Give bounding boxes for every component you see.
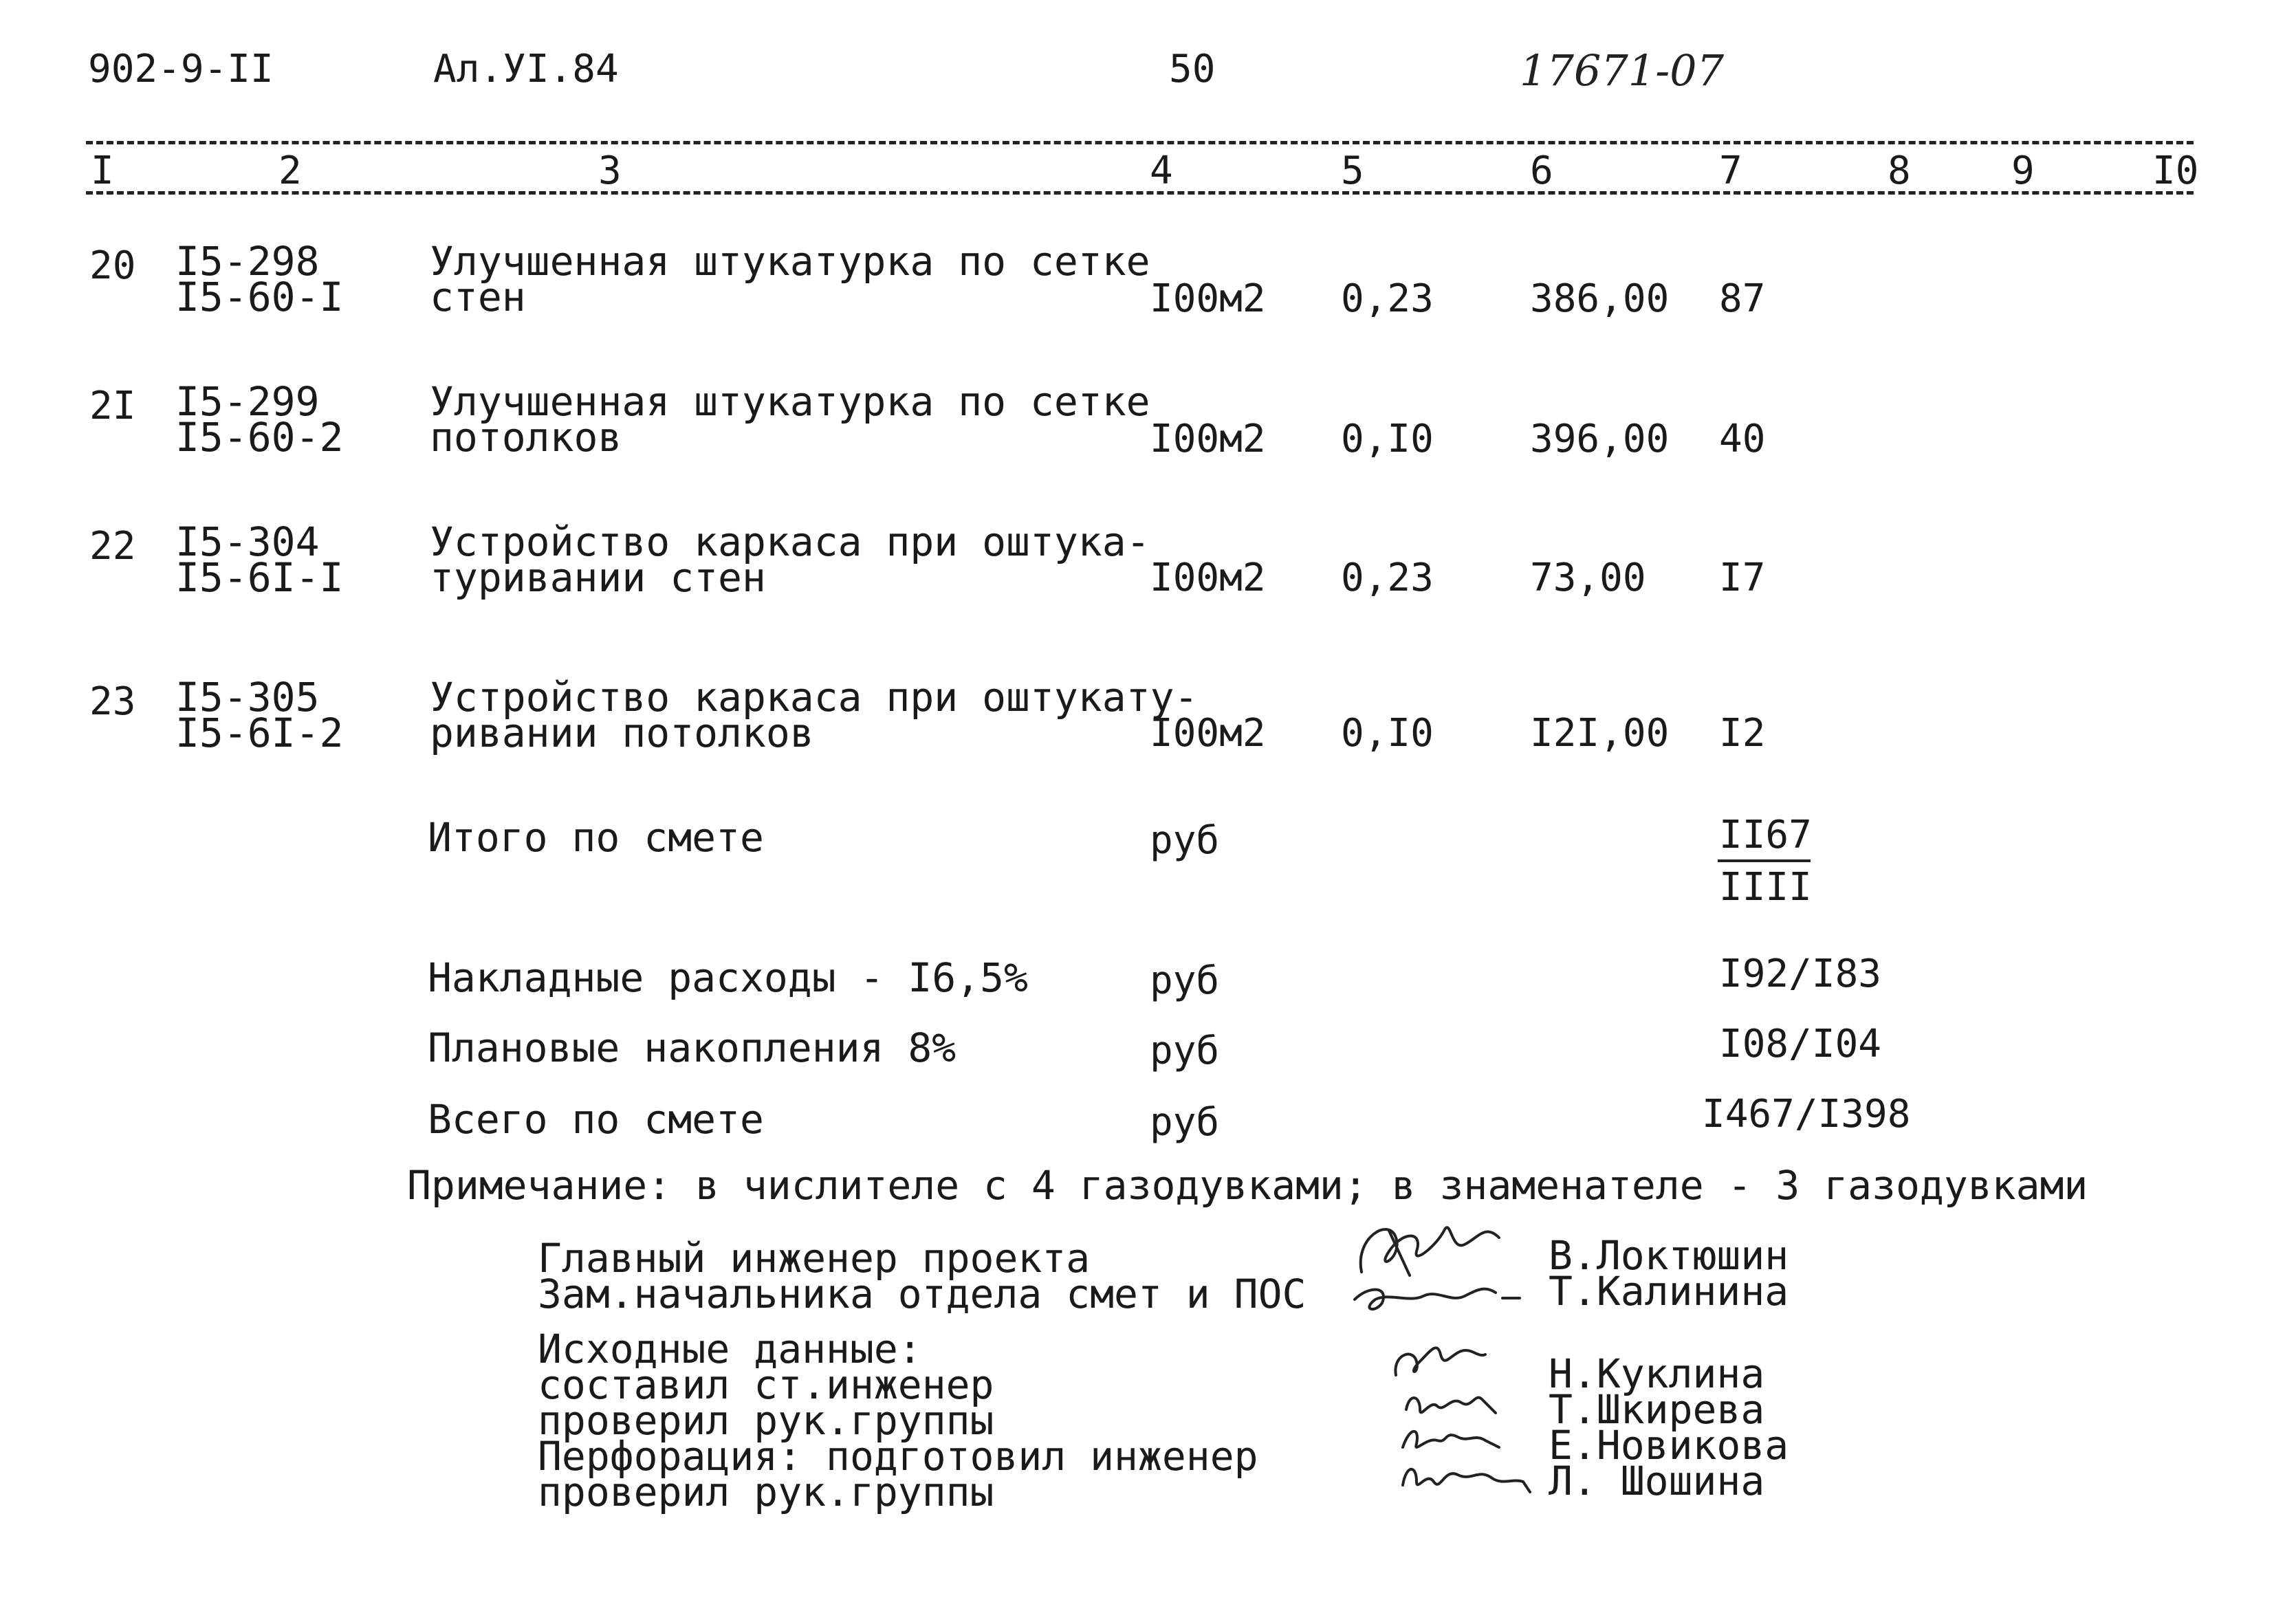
row-quantity: 0,23 — [1341, 556, 1434, 600]
row-price: 73,00 — [1530, 556, 1646, 600]
savings-label: Плановые накопления 8% — [428, 1024, 956, 1071]
prep-name-3: Е.Новикова — [1549, 1422, 1789, 1469]
prep-role-5: проверил рук.группы — [538, 1469, 994, 1515]
ruler-bottom-line — [86, 191, 2194, 195]
overhead-unit: руб — [1150, 958, 1220, 1003]
row-name-line1: Устройство каркаса при оштука- — [430, 518, 1150, 565]
row-name-line1: Улучшенная штукатурка по сетке — [430, 238, 1150, 285]
col-num-6: 6 — [1530, 149, 1553, 193]
row-code-primary: I5-298 — [175, 238, 320, 285]
signature-6 — [1396, 1451, 1533, 1499]
row-number: 22 — [89, 524, 136, 569]
savings-unit: руб — [1150, 1029, 1220, 1073]
row-quantity: 0,I0 — [1341, 711, 1434, 756]
prep-name-2: Т.Шкирева — [1549, 1386, 1765, 1433]
itogo-numerator: II67 — [1719, 813, 1812, 857]
row-name-line1: Устройство каркаса при оштукату- — [430, 674, 1199, 721]
row-code-primary: I5-305 — [175, 674, 320, 721]
prep-role-4: Перфорация: подготовил инженер — [538, 1433, 1258, 1480]
series-code: 902-9-II — [88, 47, 274, 91]
page-number: 50 — [1169, 47, 1216, 91]
row-code-secondary: I5-6I-I — [175, 554, 344, 601]
row-code-primary: I5-304 — [175, 518, 320, 565]
role-chief-engineer: Главный инженер проекта — [538, 1235, 1091, 1282]
row-number: 23 — [89, 679, 136, 724]
row-price: 386,00 — [1530, 276, 1670, 321]
row-number: 20 — [89, 243, 136, 288]
name-chief-engineer: В.Локтюшин — [1549, 1232, 1789, 1279]
overhead-value: I92/I83 — [1719, 952, 1882, 996]
col-num-4: 4 — [1150, 149, 1173, 193]
overhead-label: Накладные расходы - I6,5% — [428, 954, 1028, 1001]
col-num-8: 8 — [1888, 149, 1911, 193]
itogo-denominator: IIII — [1719, 865, 1812, 910]
col-num-3: 3 — [598, 149, 622, 193]
row-name-line2: стен — [430, 274, 526, 320]
row-unit: I00м2 — [1150, 276, 1266, 321]
col-num-10: I0 — [2152, 149, 2199, 193]
signature-2 — [1348, 1272, 1527, 1320]
col-num-2: 2 — [278, 149, 302, 193]
grand-total-label: Всего по смете — [428, 1096, 764, 1143]
row-price: 396,00 — [1530, 417, 1670, 461]
row-name-line1: Улучшенная штукатурка по сетке — [430, 378, 1150, 425]
row-total: 40 — [1719, 417, 1766, 461]
row-unit: I00м2 — [1150, 556, 1266, 600]
row-code-primary: I5-299 — [175, 378, 320, 425]
col-num-9: 9 — [2011, 149, 2035, 193]
row-total: I7 — [1719, 556, 1766, 600]
row-code-secondary: I5-60-I — [175, 274, 344, 320]
row-unit: I00м2 — [1150, 417, 1266, 461]
itogo-unit: руб — [1150, 818, 1220, 863]
doc-number: 17671-07 — [1520, 45, 1725, 96]
ruler-top-line — [86, 141, 2194, 144]
grand-total-unit: руб — [1150, 1100, 1220, 1145]
name-deputy-head: Т.Калинина — [1549, 1268, 1789, 1315]
row-name-line2: потолков — [430, 414, 622, 461]
col-num-7: 7 — [1719, 149, 1742, 193]
row-price: I2I,00 — [1530, 711, 1670, 756]
savings-value: I08/I04 — [1719, 1022, 1882, 1066]
col-num-5: 5 — [1341, 149, 1364, 193]
role-deputy-head: Зам.начальника отдела смет и ПОС — [538, 1271, 1307, 1317]
prep-name-1: Н.Куклина — [1549, 1350, 1765, 1397]
row-total: 87 — [1719, 276, 1766, 321]
row-code-secondary: I5-6I-2 — [175, 710, 344, 756]
row-number: 2I — [89, 384, 136, 428]
grand-total-value: I467/I398 — [1702, 1092, 1911, 1137]
row-quantity: 0,I0 — [1341, 417, 1434, 461]
row-name-line2: туривании стен — [430, 554, 766, 601]
row-code-secondary: I5-60-2 — [175, 414, 344, 461]
prep-role-1: Исходные данные: — [538, 1326, 922, 1372]
signature-3 — [1386, 1334, 1489, 1389]
prep-role-3: проверил рук.группы — [538, 1397, 994, 1444]
album-code: Ал.УI.84 — [433, 47, 619, 91]
row-name-line2: ривании потолков — [430, 710, 814, 756]
row-unit: I00м2 — [1150, 711, 1266, 756]
footnote: Примечание: в числителе с 4 газодувками; в знаменателе - 3 газодувками — [407, 1162, 2088, 1209]
col-num-1: I — [91, 149, 114, 193]
row-quantity: 0,23 — [1341, 276, 1434, 321]
itogo-fraction-line — [1718, 859, 1811, 862]
row-total: I2 — [1719, 711, 1766, 756]
itogo-label: Итого по смете — [428, 814, 764, 861]
prep-name-4: Л. Шошина — [1549, 1458, 1765, 1504]
prep-role-2: составил ст.инженер — [538, 1361, 994, 1408]
